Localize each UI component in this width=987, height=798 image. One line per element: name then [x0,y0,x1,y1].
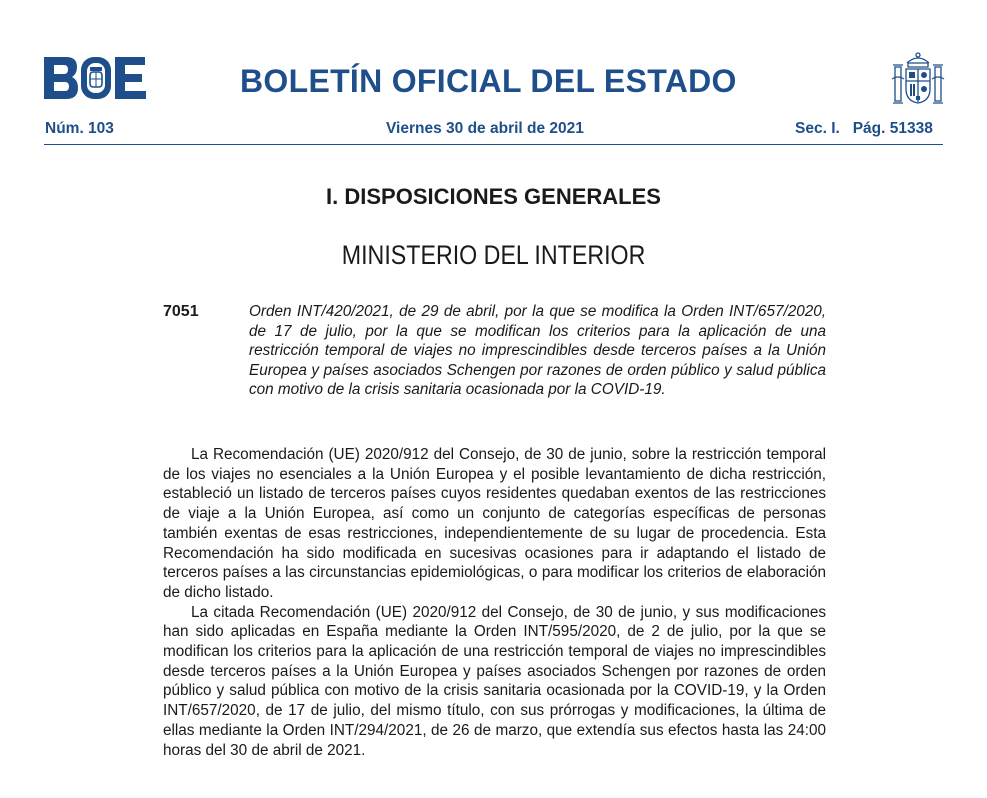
body-paragraph: La citada Recomendación (UE) 2020/912 del Consejo, de 30 de junio, y sus modificaciones han sido aplicadas en España mediante la Orden INT/595/2020, de 2 de julio, por la que se modifican los criterios para la aplicación de una restricción temporal de viajes no imprescindibles desde terceros países a la Unión Europea y países asociados Schengen por razones de orden público y salud pública con motivo de la crisis sanitaria ocasionada por la COVID-19, y la Orden INT/657/2020, de 17 de julio, del mismo título, con sus prórrogas y modificaciones, la última de ellas mediante la Orden INT/294/2021, de 26 de marzo, que extendía sus efectos hasta las 24:00 horas del 30 de abril de 2021. [163,603,826,759]
ministry-title: MINISTERIO DEL INTERIOR [341,240,646,270]
body-paragraph: La Recomendación (UE) 2020/912 del Consejo, de 30 de junio, sobre la restricción temporal de los viajes no esenciales a la Unión Europea y el posible levantamiento de dicha restricción, estableció un listado de terceros países cuyos residentes quedaban exentos de las restricciones de viaje a la Unión Europea, así como un conjunto de categorías específicas de personas también exentas de esas restricciones, independientemente de su lugar de procedencia. Esta Recomendación ha sido modificada en sucesivas ocasiones para ir adaptando el listado de terceros países a las circunstancias epidemiológicas, o para modificar los criterios de elaboración de dicho listado. [163,446,826,601]
issue-number: Núm. 103 [45,120,114,137]
section-page: Sec. I. Pág. 51338 [795,120,933,137]
header-divider [44,144,943,145]
issue-date: Viernes 30 de abril de 2021 [386,120,584,137]
order-summary: Orden INT/420/2021, de 29 de abril, por la que se modifica la Orden INT/657/2020, de 17 de julio, por la que se modifican los criterios para la aplicación de una restricción temporal de viajes no imprescindibles desde terceros países a la Unión Europea y países asociados Schengen por razones de orden público y salud pública con motivo de la crisis sanitaria ocasionada por la COVID-19. [249,303,826,399]
boe-logo [44,57,148,99]
gazette-title: BOLETÍN OFICIAL DEL ESTADO [240,63,737,99]
order-number: 7051 [163,303,199,320]
section-title: I. DISPOSICIONES GENERALES [326,184,661,209]
coat-of-arms-icon [890,49,946,109]
document-body [163,445,826,760]
